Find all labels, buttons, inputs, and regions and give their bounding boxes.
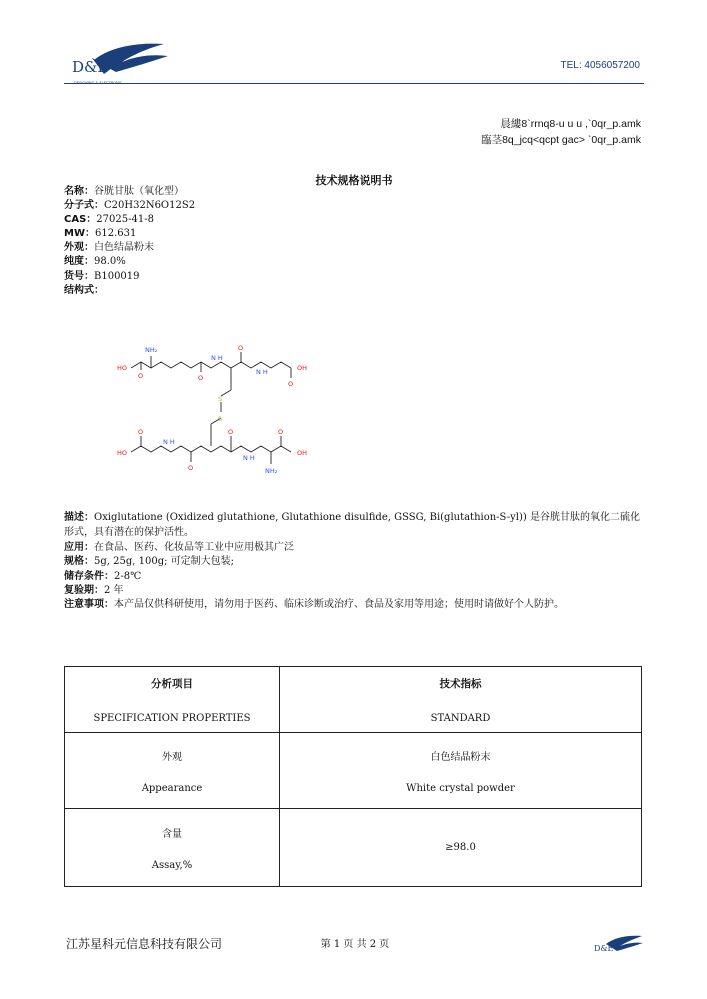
document-title: 技术规格说明书: [315, 174, 393, 187]
header-web-line-1: 晨縷8`rrnq8-u u u ,`0qr_p.amk: [500, 118, 641, 130]
label-oh-top: OH: [297, 364, 308, 372]
logo-text: D&E: [72, 58, 109, 76]
label-o-bottom-3: O: [228, 428, 234, 436]
chemical-structure: [115, 340, 320, 480]
label-nh-top-1: N H: [211, 354, 223, 362]
label-o-bottom-4: O: [278, 428, 284, 436]
header-web-line-2: 臨茎8q_jcq<qcpt gac> `0qr_p.amk: [481, 134, 641, 146]
header-right-cell: [280, 667, 642, 733]
label-o-top-4: O: [288, 380, 294, 388]
logo-subtext: DESIGNING & ELECTRONIC: [74, 81, 123, 85]
precautions: 注意事项：本产品仅供科研使用，请勿用于医药、临床诊断或治疗、食品及家用等用途；使用时请做好个人防护。: [64, 599, 564, 610]
header-left-cn: 分析项目: [151, 677, 193, 690]
field-cas: CAS：27025-41-8: [64, 214, 154, 225]
table-row: [65, 809, 642, 887]
storage-condition: 储存条件：2-8℃: [64, 571, 142, 582]
item-cn: 含量: [162, 828, 182, 840]
label-o-bottom-1: O: [138, 428, 144, 436]
standard-cn: 白色结晶粉末: [430, 751, 491, 763]
specification: 规格：5g, 25g, 100g; 可定制大包装;: [64, 556, 235, 567]
label-oh-bottom: OH: [297, 449, 308, 457]
header-left-en: SPECIFICATION PROPERTIES: [93, 712, 251, 724]
field-formula: 分子式：C20H32N6O12S2: [64, 200, 196, 211]
tel-number: TEL: 4056057200: [560, 60, 640, 71]
application: 应用：在食品、医药、化妆品等工业中应用极其广泛: [64, 542, 294, 553]
page-indicator: 第 1 页 共 2 页: [320, 939, 390, 950]
label-ho-bottom: HO: [117, 449, 128, 457]
retest-period: 复验期：2 年: [64, 585, 124, 596]
field-structure-label: 结构式：: [64, 285, 104, 296]
item-cell: [65, 809, 280, 887]
standard-cn: ≥98.0: [445, 842, 476, 853]
field-mw: MW：612.631: [64, 228, 137, 239]
label-nh-bottom-2: N H: [243, 454, 255, 462]
label-o-top-3: O: [238, 344, 244, 352]
label-s-2: S: [218, 415, 223, 423]
header-divider: [64, 83, 644, 84]
footer-company: 江苏星科元信息科技有限公司: [66, 937, 223, 951]
header-right-cn: 技术指标: [439, 677, 482, 690]
table-row: [65, 733, 642, 809]
label-o-top-2: O: [198, 374, 204, 382]
item-cn: 外观: [162, 751, 182, 763]
item-cell: [65, 733, 280, 809]
header-right-en: STANDARD: [430, 712, 491, 724]
company-logo: [64, 38, 174, 88]
field-appearance: 外观：白色结晶粉末: [64, 242, 154, 253]
label-nh-bottom-1: N H: [163, 438, 175, 446]
table-header-row: [65, 667, 642, 733]
footer-logo: [590, 932, 644, 958]
label-ho-top: HO: [117, 364, 128, 372]
field-purity: 纯度：98.0%: [64, 256, 126, 267]
spec-table: [64, 666, 642, 887]
field-name: 名称：谷胱甘肽（氧化型）: [64, 186, 184, 197]
label-s-1: S: [218, 395, 223, 403]
label-nh2-bottom: NH₂: [265, 467, 278, 475]
standard-en: White crystal powder: [406, 782, 515, 794]
item-en: Assay,%: [151, 859, 193, 871]
label-nh2-top: NH₂: [145, 346, 158, 354]
label-o-top-1: O: [138, 372, 144, 380]
field-catalog-no: 货号：B100019: [64, 271, 140, 282]
standard-cell: [280, 809, 642, 887]
standard-cell: [280, 733, 642, 809]
description: 描述：Oxiglutatione (Oxidized glutathione, Glutathione disulfide, GSSG, Bi(glutathion-S-yl)) 是谷胱甘肽的氧化二硫化形式，具有潜在的保护活性。: [64, 512, 640, 538]
header-left-cell: [65, 667, 280, 733]
label-nh-top-2: N H: [256, 368, 268, 376]
item-en: Appearance: [141, 782, 203, 794]
label-o-bottom-2: O: [188, 464, 194, 472]
footer-logo-text: D&E: [594, 944, 614, 953]
